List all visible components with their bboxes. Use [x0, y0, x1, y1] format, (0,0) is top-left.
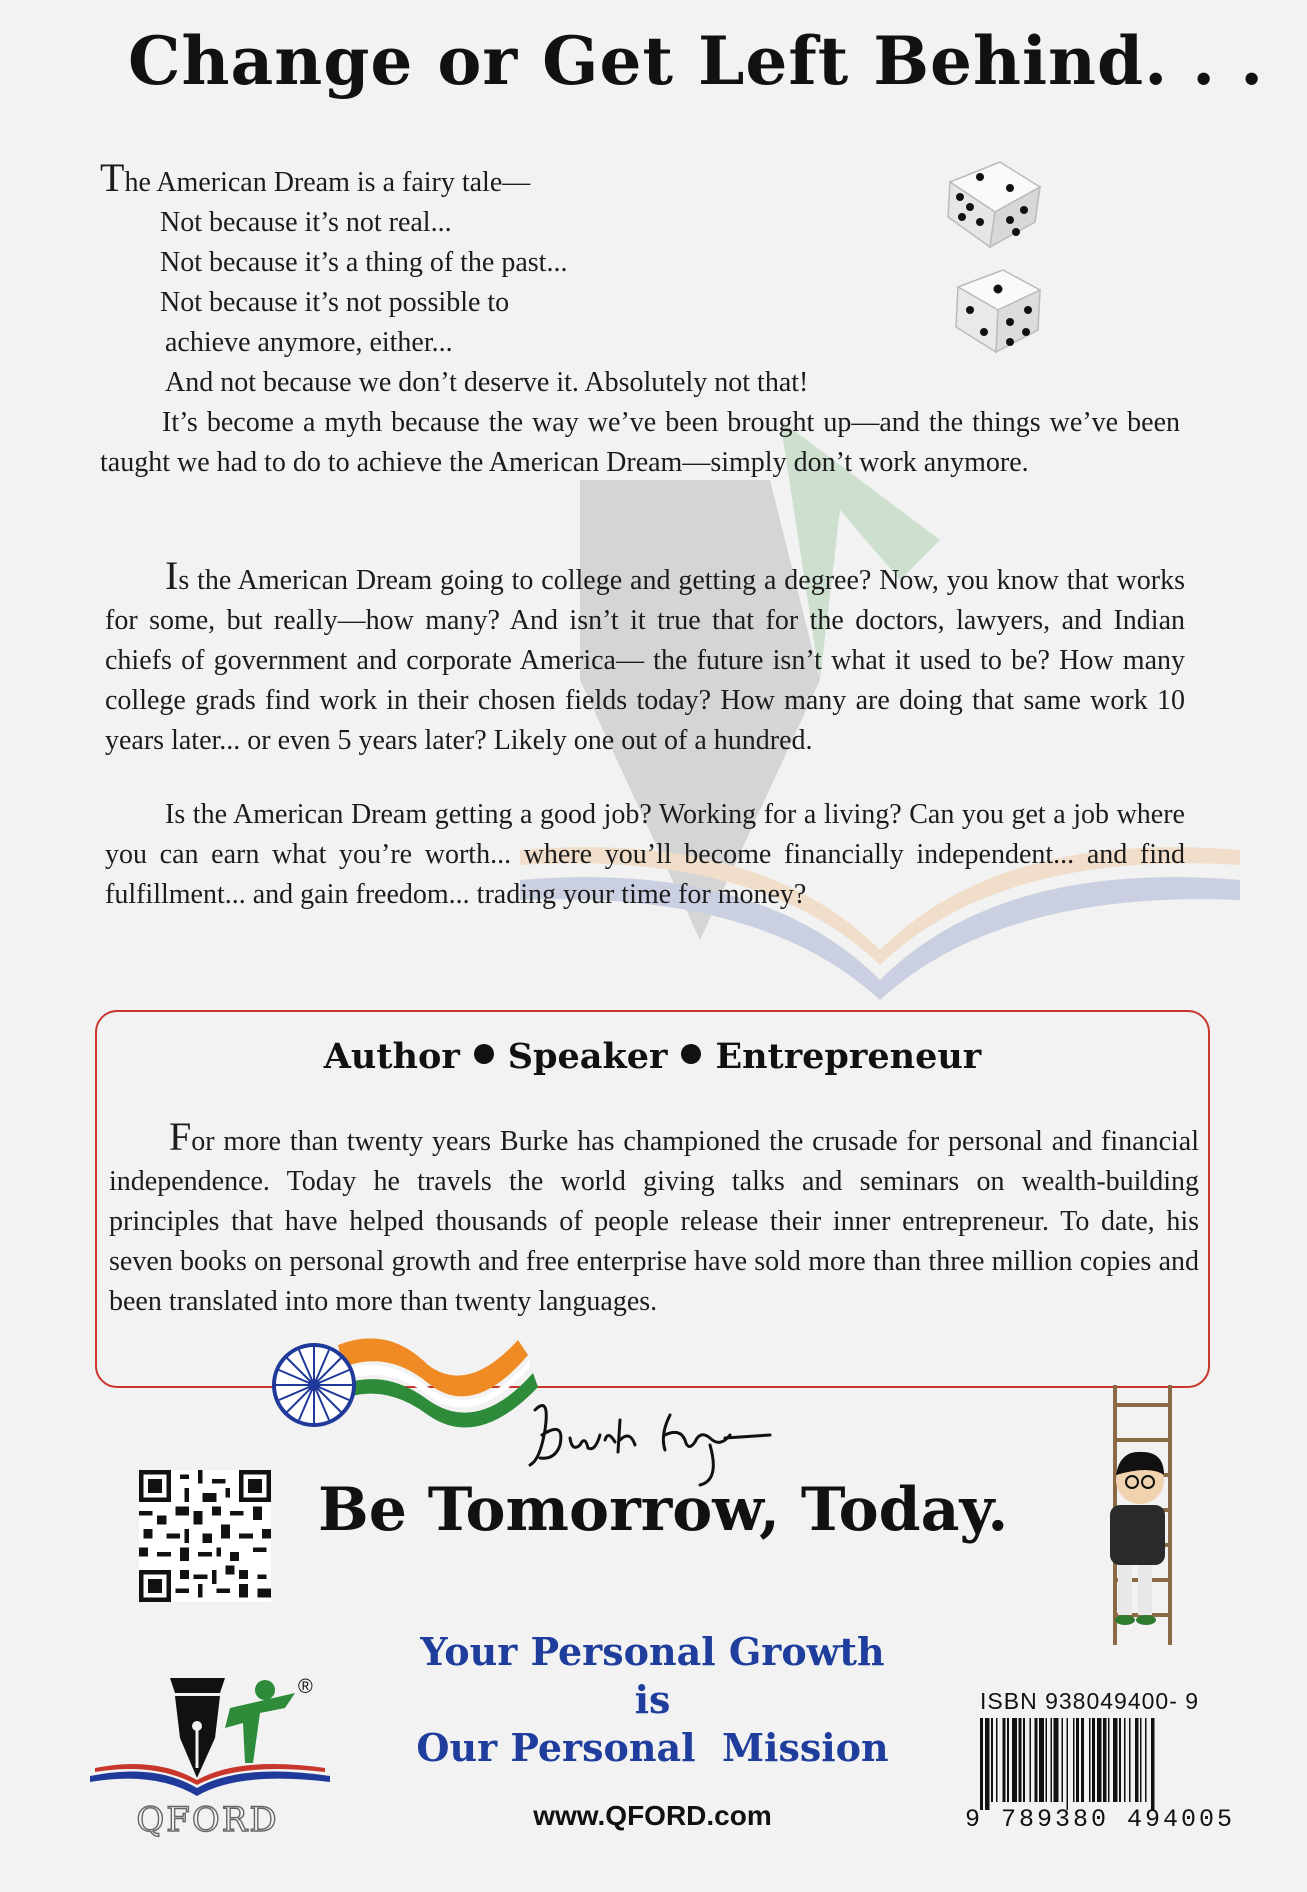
barcode-bar — [1135, 1718, 1138, 1802]
barcode-bar — [1002, 1718, 1005, 1802]
drop-cap: T — [100, 155, 125, 200]
role-entrepreneur: Entrepreneur — [715, 1036, 982, 1077]
mission-line: Our Personal Mission — [416, 1725, 889, 1770]
website-link[interactable]: www.QFORD.com — [533, 1800, 772, 1831]
barcode-bar — [1066, 1718, 1068, 1810]
barcode-bar — [1030, 1718, 1032, 1802]
barcode-bar — [1119, 1718, 1121, 1802]
author-bio-text: or more than twenty years Burke has championed the crusade for personal and financial independence. Today he travels the world giving talks and seminars on wealth-building principles that have helped thousands of people release their inner entrepreneur. To date, his seven books on personal growth and free enterprise have sold more than three million copies and been translated into more than twenty languages. — [109, 1126, 1199, 1317]
intro-line: Not because it’s not possible to — [160, 287, 510, 318]
barcode-bar — [1039, 1718, 1044, 1802]
barcode-bar — [1097, 1718, 1102, 1802]
isbn-digits: 9 789380 494005 — [965, 1805, 1236, 1834]
intro-line: Not because it’s not real... — [160, 207, 452, 238]
barcode-bar — [980, 1718, 983, 1810]
barcode-bar — [1046, 1718, 1048, 1802]
intro-line: Not because it’s a thing of the past... — [160, 247, 568, 278]
mission-statement — [400, 1628, 905, 1772]
paragraph-job — [105, 795, 1185, 915]
barcode-bar — [1023, 1718, 1025, 1802]
flag-icon — [268, 1325, 548, 1435]
barcode-bar — [1124, 1718, 1126, 1802]
intro-text — [100, 155, 1185, 483]
intro-paragraph-text: It’s become a myth because the way we’ve been brought up—and the things we’ve been taught we had to do to achieve the American Dream—simply don’t work anymore. — [100, 407, 1180, 478]
tagline: Be Tomorrow, Today. — [318, 1475, 1009, 1545]
mission-line: Your Personal Growth — [420, 1629, 885, 1674]
barcode-bar — [1103, 1718, 1106, 1802]
barcode-bar — [1089, 1718, 1091, 1802]
page-title: Change or Get Left Behind. . . — [128, 22, 1265, 100]
barcode-bar — [1050, 1718, 1052, 1802]
barcode-bar — [1076, 1718, 1079, 1802]
barcode-bar — [1081, 1718, 1084, 1802]
publisher-name: QFORD — [136, 1800, 279, 1840]
barcode-bar — [985, 1718, 990, 1810]
drop-cap: I — [165, 553, 179, 598]
author-box — [95, 1010, 1210, 1388]
intro-line: And not because we don’t deserve it. Absolutely not that! — [165, 367, 809, 398]
barcode-bar — [1113, 1718, 1118, 1802]
isbn-label: ISBN 938049400- 9 — [980, 1688, 1200, 1714]
intro-line: achieve anymore, either... — [165, 327, 453, 358]
paragraph-college — [105, 553, 1185, 761]
bullet-icon — [681, 1044, 701, 1064]
barcode-bar — [1018, 1718, 1021, 1802]
barcode-bar — [1073, 1718, 1075, 1802]
author-roles-heading — [97, 1036, 1208, 1077]
registered-mark: ® — [298, 1676, 313, 1698]
intro-line — [100, 155, 1185, 203]
paragraph-job-text: Is the American Dream getting a good job? Working for a living? Can you get a job where you can earn what you’re worth... where you’ll become financially independent... and find fulfillment... and gain freedom... trading your time for money? — [105, 799, 1185, 910]
paragraph-college-text: s the American Dream going to college and getting a degree? Now, you know that works for some, but really—how many? And isn’t it true that for the doctors, lawyers, and Indian chiefs of government and corporate America— the future isn’t what it used to be? How many college grads find work in their chosen fields today? How many are doing that same work 10 years later... or even 5 years later? Likely one out of a hundred. — [105, 565, 1185, 756]
barcode-bar — [1012, 1718, 1017, 1802]
intro-line-text: he American Dream is a fairy tale— — [124, 167, 531, 198]
barcode-bar — [996, 1718, 998, 1802]
drop-cap: F — [169, 1114, 192, 1159]
qr-code-icon[interactable] — [136, 1470, 274, 1602]
pen-nib-logo-icon — [85, 1668, 335, 1803]
role-speaker: Speaker — [507, 1036, 668, 1077]
role-author: Author — [323, 1036, 460, 1077]
intro-paragraph — [100, 403, 1180, 483]
barcode-bar — [1151, 1718, 1154, 1810]
barcode-bar — [1140, 1718, 1142, 1802]
bullet-icon — [474, 1044, 494, 1064]
mission-line: is — [634, 1677, 671, 1722]
barcode-icon — [978, 1718, 1223, 1810]
barcode-bar — [1145, 1718, 1147, 1802]
barcode-bar — [1034, 1718, 1037, 1802]
author-bio — [109, 1114, 1199, 1322]
barcode-bar — [1007, 1718, 1009, 1802]
barcode-bar — [1092, 1718, 1095, 1802]
barcode-bar — [1129, 1718, 1131, 1802]
barcode-bar — [1062, 1718, 1064, 1802]
ladder-boy-icon — [1080, 1380, 1200, 1650]
barcode-bar — [1108, 1718, 1110, 1802]
barcode-bar — [1054, 1718, 1059, 1802]
barcode-bar — [991, 1718, 993, 1802]
